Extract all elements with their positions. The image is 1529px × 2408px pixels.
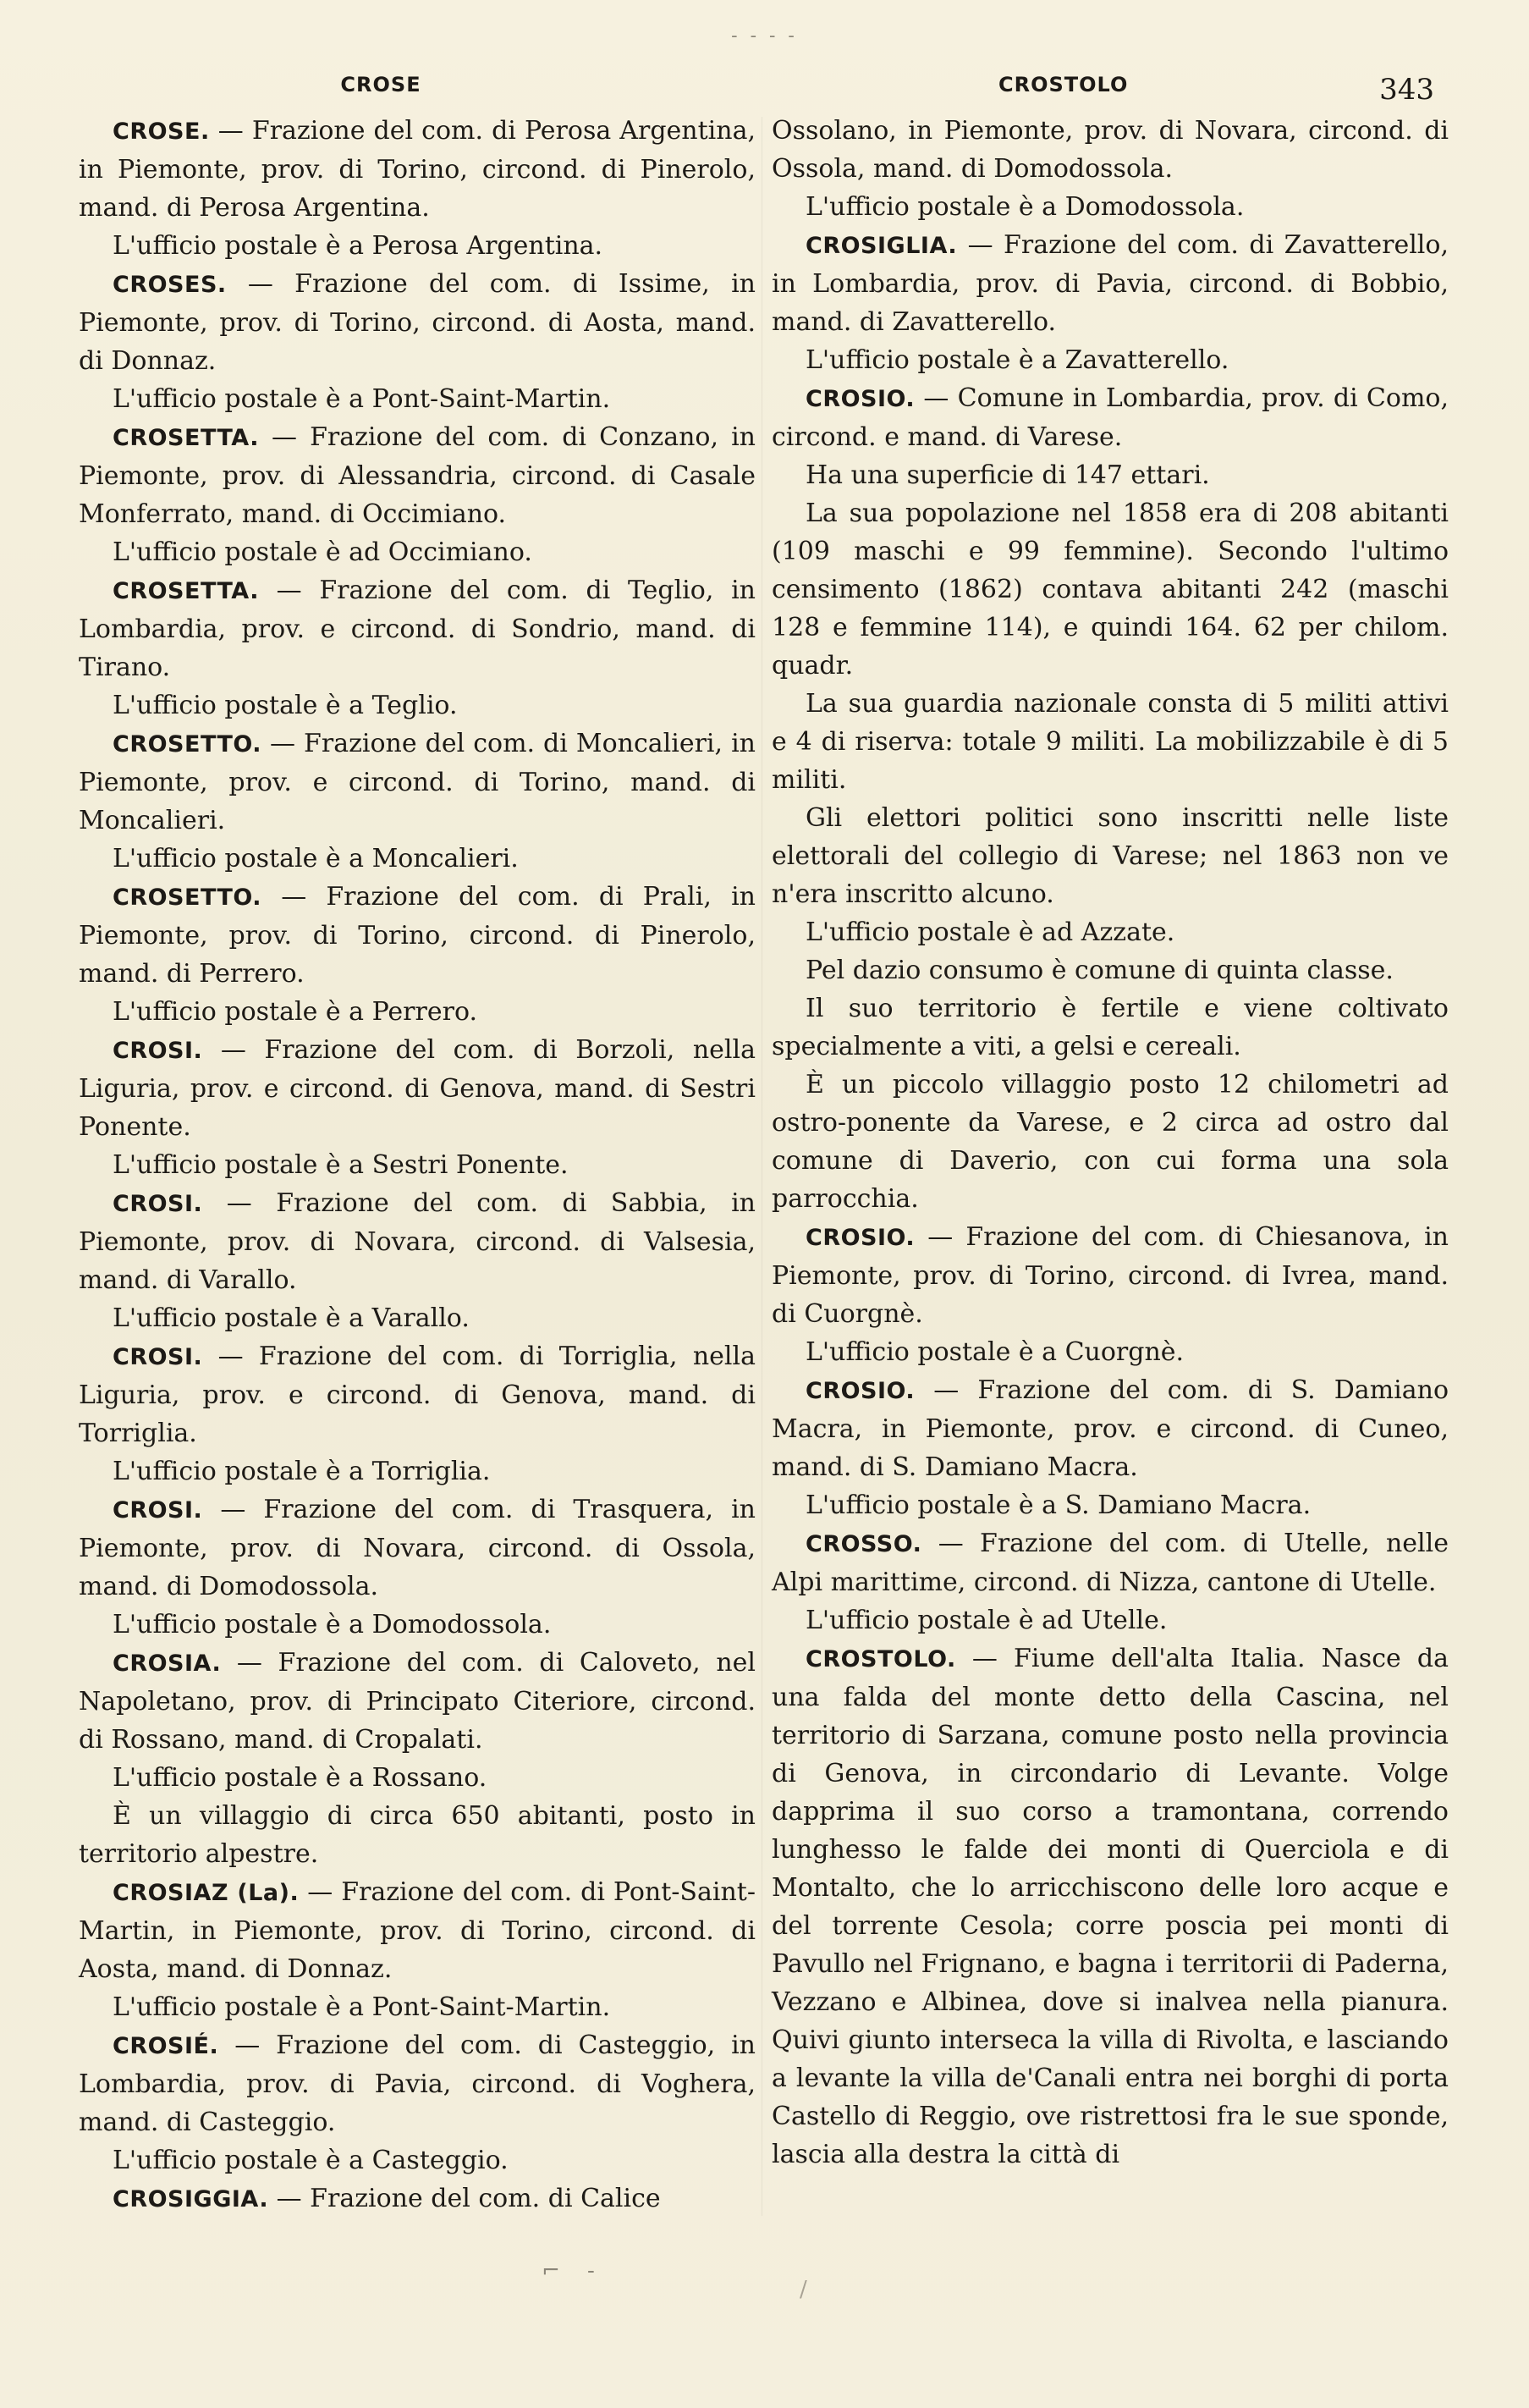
entry-definition xyxy=(79,112,756,227)
entry-text: — Comune in Lombardia, prov. di Como, circond. e mand. di Varese. xyxy=(772,383,1449,452)
entry-headword: CROSIO. xyxy=(806,1378,916,1404)
dictionary-entry xyxy=(79,112,756,265)
entry-paragraph xyxy=(79,1146,756,1184)
dictionary-entry xyxy=(772,1524,1449,1639)
entry-headword: CROSI. xyxy=(113,1497,203,1524)
entry-definition xyxy=(79,1337,756,1452)
entry-text: — Frazione del com. di Pont-Saint-Martin, in Piemonte, prov. di Torino, circond. di Aosta, mand. di Donnaz. xyxy=(79,1877,756,1984)
entry-text: — Frazione del com. di Borzoli, nella Liguria, prov. e circond. di Genova, mand. di Sestri Ponente. xyxy=(79,1035,756,1142)
entry-text: È un villaggio di circa 650 abitanti, posto in territorio alpestre. xyxy=(79,1801,756,1869)
entry-paragraph xyxy=(772,1066,1449,1218)
entry-text: — Frazione del com. di Perosa Argentina, in Piemonte, prov. di Torino, circond. di Pinerolo, mand. di Perosa Argentina. xyxy=(79,116,756,223)
entry-text: — Frazione del com. di Teglio, in Lombardia, prov. e circond. di Sondrio, mand. di Tirano. xyxy=(79,576,756,682)
entry-paragraph xyxy=(772,913,1449,951)
entry-text: — Frazione del com. di Torriglia, nella Liguria, prov. e circond. di Genova, mand. di Torriglia. xyxy=(79,1342,756,1448)
entry-text: L'ufficio postale è ad Azzate. xyxy=(806,917,1175,947)
entry-text: È un piccolo villaggio posto 12 chilometri ad ostro-ponente da Varese, e 2 circa ad ostro dal comune di Daverio, con cui forma una sola parrocchia. xyxy=(772,1070,1449,1214)
entry-text: L'ufficio postale è a Perrero. xyxy=(113,997,478,1027)
entry-headword: CROSTOLO. xyxy=(806,1646,956,1672)
entry-text: — Frazione del com. di Caloveto, nel Napoletano, prov. di Principato Citeriore, circond. di Rossano, mand. di Cropalati. xyxy=(79,1648,756,1755)
entry-definition xyxy=(79,1873,756,1988)
entry-definition xyxy=(79,418,756,533)
entry-text: — Frazione del com. di Trasquera, in Piemonte, prov. di Novara, circond. di Ossola, mand. di Domodossola. xyxy=(79,1495,756,1601)
dictionary-entry xyxy=(79,2179,756,2218)
entry-text: La sua guardia nazionale consta di 5 militi attivi e 4 di riserva: totale 9 militi. La mobilizzabile è di 5 militi. xyxy=(772,689,1449,795)
entry-text: L'ufficio postale è a Casteggio. xyxy=(113,2146,509,2175)
dictionary-entry xyxy=(772,1371,1449,1524)
entry-paragraph xyxy=(772,494,1449,685)
entry-text: — Frazione del com. di S. Damiano Macra, in Piemonte, prov. e circond. di Cuneo, mand. di S. Damiano Macra. xyxy=(772,1375,1449,1482)
edge-mark: / xyxy=(800,2277,807,2302)
entry-paragraph xyxy=(79,227,756,265)
entry-headword: CROSETTA. xyxy=(113,425,259,451)
top-mark: - - - - xyxy=(731,25,798,47)
entry-definition xyxy=(79,1031,756,1146)
entry-headword: CROSETTA. xyxy=(113,578,259,604)
entry-text: — Frazione del com. di Casteggio, in Lombardia, prov. di Pavia, circond. di Voghera, mand. di Casteggio. xyxy=(79,2031,756,2137)
dictionary-entry xyxy=(79,1337,756,1491)
entry-text: La sua popolazione nel 1858 era di 208 abitanti (109 maschi e 99 femmine). Secondo l'ultimo censimento (1862) contava abitanti 242 (maschi 128 e femmine 114), e quindi 164. 62 per chilom. quadr. xyxy=(772,499,1449,681)
entry-text: — Frazione del com. di Sabbia, in Piemonte, prov. di Novara, circond. di Valsesia, mand. di Varallo. xyxy=(79,1188,756,1295)
header-right: CROSTOLO xyxy=(998,73,1129,96)
dictionary-entry xyxy=(79,265,756,418)
dictionary-entry xyxy=(79,725,756,878)
entry-paragraph xyxy=(79,1988,756,2026)
left-column xyxy=(79,112,756,2218)
entry-definition xyxy=(772,379,1449,456)
entry-headword: CROSIGGIA. xyxy=(113,2186,269,2212)
entry-headword: CROSI. xyxy=(113,1344,203,1370)
dictionary-entry xyxy=(772,1218,1449,1371)
entry-paragraph xyxy=(79,1606,756,1644)
dictionary-entry xyxy=(79,571,756,725)
entry-definition xyxy=(79,1491,756,1606)
entry-headword: CROSIGLIA. xyxy=(806,233,958,259)
entry-text: Ossolano, in Piemonte, prov. di Novara, circond. di Ossola, mand. di Domodossola. xyxy=(772,116,1449,184)
entry-text: Pel dazio consumo è comune di quinta classe. xyxy=(806,956,1394,985)
entry-paragraph xyxy=(79,1759,756,1797)
entry-text: L'ufficio postale è a Zavatterello. xyxy=(806,345,1229,375)
dictionary-entry xyxy=(772,1639,1449,2174)
entry-definition xyxy=(79,2026,756,2141)
entry-paragraph xyxy=(772,1601,1449,1639)
entry-headword: CROSETTO. xyxy=(113,884,262,911)
entry-paragraph xyxy=(79,993,756,1031)
entry-text: L'ufficio postale è a Varallo. xyxy=(113,1303,470,1333)
dictionary-entry xyxy=(79,1644,756,1873)
entry-definition xyxy=(79,265,756,380)
entry-text: L'ufficio postale è a S. Damiano Macra. xyxy=(806,1491,1312,1520)
header-left: CROSE xyxy=(340,73,421,96)
entry-text: — Fiume dell'alta Italia. Nasce da una falda del monte detto della Cascina, nel territorio di Sarzana, comune posto nella provincia di Genova, in circondario di Levante. Volge dapprima il suo corso a tramontana, correndo lunghesso le falde dei monti di Querciola e di Montalto, che lo arricchiscono delle loro acque e del torrente Cesola; corre poscia pei monti di Pavullo nel Frignano, e bagna i territorii di Paderna, Vezzano e Albinea, dove si inalvea nella pianura. Quivi giunto interseca la villa di Rivolta, e lasciando a levante la villa de'Canali entra nei borghi di porta Castello di Reggio, ove ristrettosi fra le sue sponde, lascia alla destra la città di xyxy=(772,1644,1449,2169)
entry-text: L'ufficio postale è a Domodossola. xyxy=(806,192,1245,222)
entry-paragraph xyxy=(772,341,1449,379)
entry-definition xyxy=(79,1184,756,1299)
entry-paragraph xyxy=(79,380,756,418)
dictionary-entry xyxy=(772,379,1449,1218)
entry-headword: CROSETTO. xyxy=(113,731,262,758)
right-column xyxy=(772,112,1449,2174)
entry-paragraph xyxy=(772,1486,1449,1524)
entry-text: — Frazione del com. di Prali, in Piemonte, prov. di Torino, circond. di Pinerolo, mand. di Perrero. xyxy=(79,882,756,989)
entry-text: L'ufficio postale è a Pont-Saint-Martin. xyxy=(113,1992,611,2022)
entry-paragraph xyxy=(772,1333,1449,1371)
entry-text: L'ufficio postale è a Cuorgnè. xyxy=(806,1337,1185,1367)
entry-definition xyxy=(772,1371,1449,1486)
entry-definition xyxy=(772,1639,1449,2174)
dictionary-entry xyxy=(79,1491,756,1644)
entry-headword: CROSE. xyxy=(113,118,210,145)
entry-text: — Frazione del com. di Zavatterello, in Lombardia, prov. di Pavia, circond. di Bobbio, mand. di Zavatterello. xyxy=(772,230,1449,337)
entry-text: Il suo territorio è fertile e viene coltivato specialmente a viti, a gelsi e cereali. xyxy=(772,994,1449,1061)
entry-definition xyxy=(772,1218,1449,1333)
entry-paragraph xyxy=(772,456,1449,494)
entry-definition xyxy=(79,1644,756,1759)
entry-text: — Frazione del com. di Utelle, nelle Alpi marittime, circond. di Nizza, cantone di Utelle. xyxy=(772,1529,1449,1597)
entry-headword: CROSI. xyxy=(113,1038,203,1064)
entry-headword: CROSI. xyxy=(113,1191,203,1217)
entry-headword: CROSIO. xyxy=(806,386,916,412)
entry-headword: CROSIAZ (La). xyxy=(113,1880,300,1906)
entry-text: L'ufficio postale è a Rossano. xyxy=(113,1763,487,1793)
entry-paragraph xyxy=(79,2141,756,2179)
dictionary-entry xyxy=(79,418,756,571)
entry-text: L'ufficio postale è a Moncalieri. xyxy=(113,844,519,873)
entry-text: — Frazione del com. di Issime, in Piemonte, prov. di Torino, circond. di Aosta, mand. di Donnaz. xyxy=(79,269,756,376)
entry-definition xyxy=(772,112,1449,188)
bottom-mark: ⌐ - xyxy=(542,2258,605,2284)
entry-text: L'ufficio postale è a Teglio. xyxy=(113,691,458,720)
entry-text: — Frazione del com. di Conzano, in Piemonte, prov. di Alessandria, circond. di Casale Monferrato, mand. di Occimiano. xyxy=(79,422,756,529)
entry-text: L'ufficio postale è a Perosa Argentina. xyxy=(113,231,603,261)
entry-paragraph xyxy=(79,1797,756,1873)
entry-paragraph xyxy=(772,188,1449,226)
entry-paragraph xyxy=(79,1299,756,1337)
entry-headword: CROSIA. xyxy=(113,1650,222,1677)
entry-headword: CROSES. xyxy=(113,272,227,298)
entry-text: — Frazione del com. di Chiesanova, in Piemonte, prov. di Torino, circond. di Ivrea, mand. di Cuorgnè. xyxy=(772,1222,1449,1329)
entry-definition xyxy=(79,878,756,993)
entry-text: L'ufficio postale è ad Utelle. xyxy=(806,1606,1168,1635)
entry-headword: CROSIÉ. xyxy=(113,2033,219,2059)
entry-paragraph xyxy=(79,1452,756,1491)
entry-headword: CROSSO. xyxy=(806,1531,922,1557)
dictionary-entry xyxy=(79,1873,756,2026)
entry-definition xyxy=(79,2179,756,2218)
page-number: 343 xyxy=(1379,73,1434,107)
entry-text: — Frazione del com. di Moncalieri, in Piemonte, prov. e circond. di Torino, mand. di Moncalieri. xyxy=(79,729,756,835)
entry-paragraph xyxy=(772,951,1449,989)
entry-definition xyxy=(79,571,756,686)
entry-text: L'ufficio postale è a Sestri Ponente. xyxy=(113,1150,569,1180)
entry-headword: CROSIO. xyxy=(806,1225,916,1251)
entry-paragraph xyxy=(772,799,1449,913)
entry-text: Ha una superficie di 147 ettari. xyxy=(806,460,1210,490)
dictionary-entry xyxy=(772,112,1449,226)
dictionary-entry xyxy=(79,878,756,1031)
dictionary-entry xyxy=(772,226,1449,379)
entry-paragraph xyxy=(79,840,756,878)
entry-definition xyxy=(772,1524,1449,1601)
dictionary-entry xyxy=(79,2026,756,2179)
entry-paragraph xyxy=(79,686,756,725)
entry-definition xyxy=(79,725,756,840)
entry-paragraph xyxy=(772,685,1449,799)
entry-text: L'ufficio postale è ad Occimiano. xyxy=(113,537,532,567)
entry-text: L'ufficio postale è a Domodossola. xyxy=(113,1610,552,1639)
entry-text: Gli elettori politici sono inscritti nelle liste elettorali del collegio di Varese; nel 1863 non ve n'era inscritto alcuno. xyxy=(772,803,1449,909)
entry-text: L'ufficio postale è a Pont-Saint-Martin. xyxy=(113,384,611,414)
entry-definition xyxy=(772,226,1449,341)
entry-text: L'ufficio postale è a Torriglia. xyxy=(113,1457,491,1486)
entry-text: — Frazione del com. di Calice xyxy=(276,2184,661,2213)
dictionary-entry xyxy=(79,1031,756,1184)
entry-paragraph xyxy=(79,533,756,571)
entry-paragraph xyxy=(772,989,1449,1066)
dictionary-entry xyxy=(79,1184,756,1337)
